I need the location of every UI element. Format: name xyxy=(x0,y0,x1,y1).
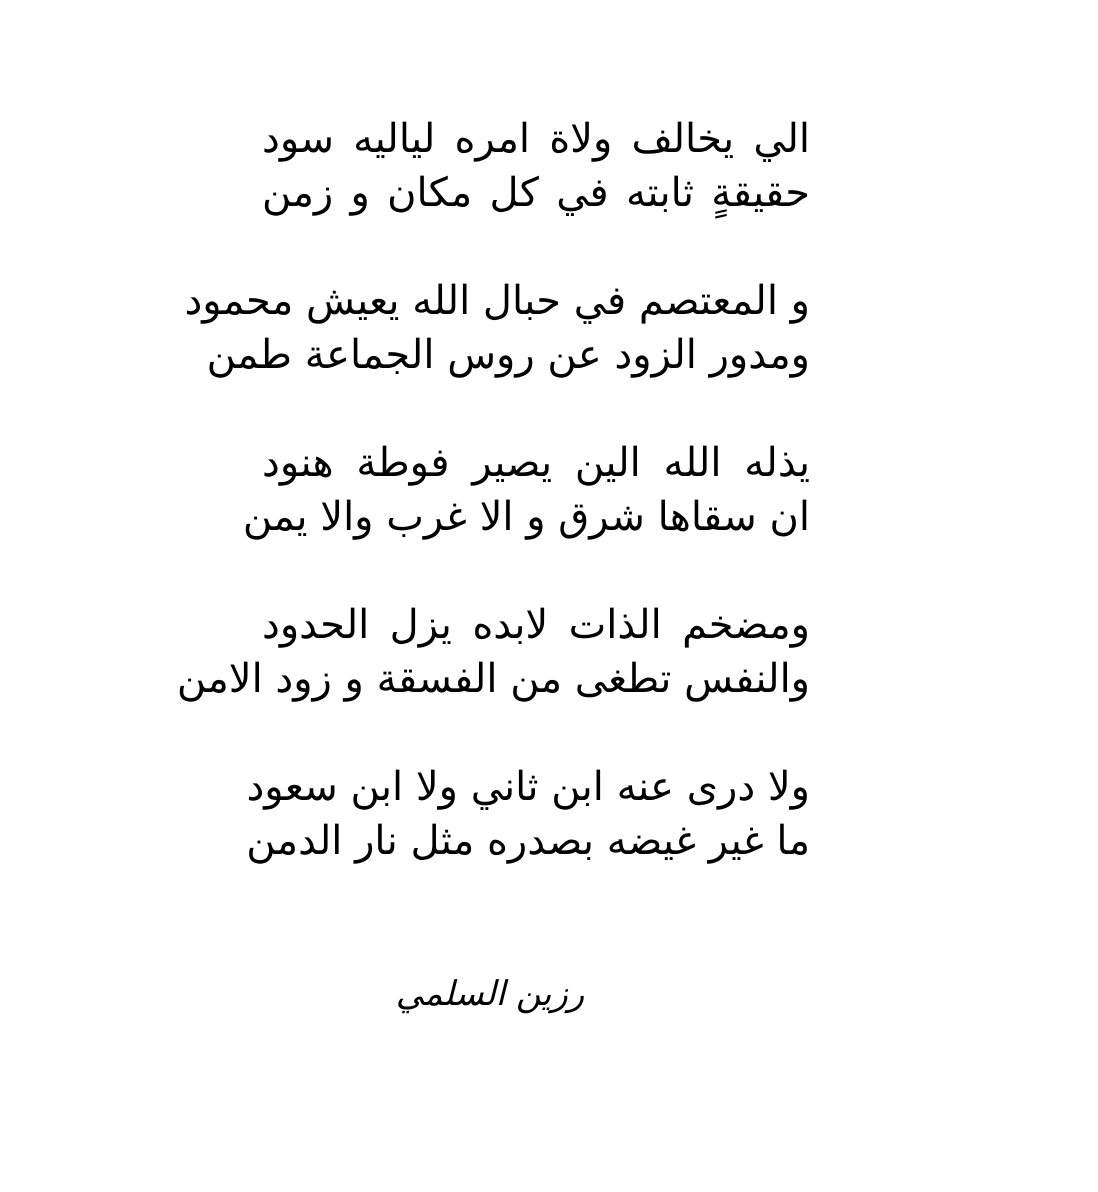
poem-body xyxy=(176,112,810,922)
author-signature: رزين السلمي xyxy=(395,974,585,1014)
stanza-5 xyxy=(246,760,810,868)
verse-line: يذله الله الين يصير فوطة هنود xyxy=(262,440,810,486)
verse-line: ومضخم الذات لابده يزل الحدود xyxy=(262,602,810,648)
stanza-4 xyxy=(176,598,810,706)
verse-line: ولا درى عنه ابن ثاني ولا ابن سعود xyxy=(246,764,810,810)
verse-line: ما غير غيضه بصدره مثل نار الدمن xyxy=(246,818,810,864)
verse-line: والنفس تطغى من الفسقة و زود الامن xyxy=(176,656,810,702)
verse-line: ان سقاها شرق و الا غرب والا يمن xyxy=(242,494,810,540)
stanza-3 xyxy=(242,436,810,544)
verse-line: حقيقةٍ ثابته في كل مكان و زمن xyxy=(262,170,810,216)
stanza-2 xyxy=(184,274,810,382)
stanza-1 xyxy=(262,112,810,220)
verse-line: و المعتصم في حبال الله يعيش محمود xyxy=(184,278,810,324)
verse-line: الي يخالف ولاة امره لياليه سود xyxy=(262,116,810,162)
verse-line: ومدور الزود عن روس الجماعة طمن xyxy=(206,332,810,378)
